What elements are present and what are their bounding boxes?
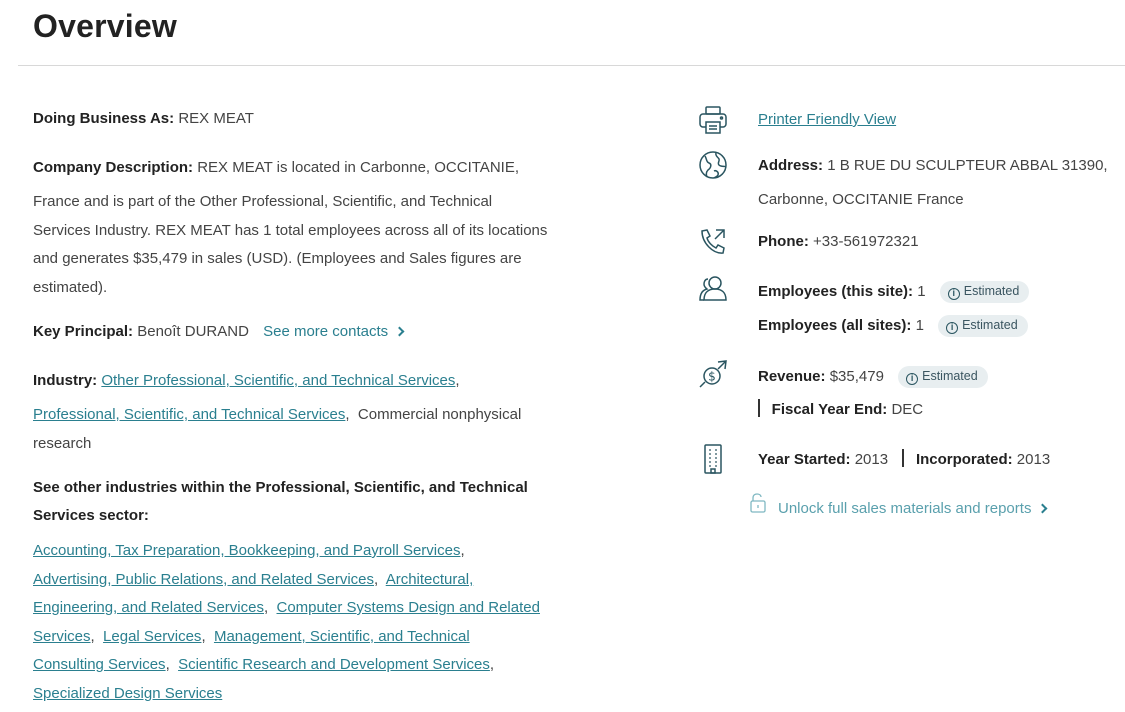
divider xyxy=(902,449,904,467)
estimated-badge-label: Estimated xyxy=(963,284,1020,298)
years-row xyxy=(758,449,1050,468)
sector-link[interactable]: Consulting Services xyxy=(33,656,166,673)
sector-link[interactable]: Engineering, and Related Services xyxy=(33,599,264,616)
dba-label: Doing Business As: xyxy=(33,110,175,127)
company-description xyxy=(33,154,578,296)
building-icon xyxy=(697,443,729,475)
divider xyxy=(758,399,760,417)
estimated-badge xyxy=(940,281,1030,303)
employees-site-label: Employees (this site): xyxy=(758,283,914,300)
estimated-badge-label: Estimated xyxy=(962,318,1018,332)
sector-link[interactable]: Specialized Design Services xyxy=(33,684,223,702)
sector-link[interactable]: Accounting, Tax Preparation, Bookkeeping, and Payroll Services xyxy=(33,542,461,559)
estimated-badge xyxy=(938,315,1028,337)
dba-value: REX MEAT xyxy=(178,110,254,127)
sector-link[interactable]: Computer Systems Design and Related xyxy=(276,599,540,616)
fiscal-year-row xyxy=(758,399,923,418)
address-row xyxy=(758,149,1108,217)
description-line: France and is part of the Other Professional, Scientific, and Technical xyxy=(33,193,493,210)
address-line: 1 B RUE DU SCULPTEUR ABBAL 31390, xyxy=(827,157,1108,174)
phone-label: Phone: xyxy=(758,233,809,250)
address-line: Carbonne, OCCITANIE France xyxy=(758,191,964,208)
employees-all-label: Employees (all sites): xyxy=(758,317,912,334)
employees-site-value: 1 xyxy=(917,283,926,300)
chevron-right-icon xyxy=(1038,504,1048,514)
see-more-contacts-label: See more contacts xyxy=(263,323,389,340)
sector-link[interactable]: Architectural, xyxy=(385,570,474,588)
industry-plain: Commercial nonphysical xyxy=(357,406,522,423)
phone-value: +33-561972321 xyxy=(813,233,919,250)
year-started-label: Year Started: xyxy=(758,451,851,468)
phone-row xyxy=(758,233,919,250)
revenue-row xyxy=(758,366,988,388)
chevron-right-icon xyxy=(395,327,405,337)
sector-link[interactable]: Scientific Research and Development Services xyxy=(178,656,490,673)
title-divider xyxy=(18,65,1125,66)
industry-block: Industry: Other Professional, Scientific, and Technical Services, Professional, Scientific, and Technical Services, Commercial nonphysical research xyxy=(33,367,578,396)
industry-link[interactable]: Professional, Scientific, and Technical Services xyxy=(33,406,346,423)
unlock-reports-label: Unlock full sales materials and reports xyxy=(778,500,1032,517)
printer-friendly-link[interactable]: Printer Friendly View xyxy=(758,111,897,128)
fiscal-year-value: DEC xyxy=(891,401,924,418)
description-line: Services Industry. REX MEAT has 1 total employees across all of its locations xyxy=(33,221,548,239)
sector-block xyxy=(33,474,578,530)
lock-icon xyxy=(748,492,768,514)
revenue-icon xyxy=(697,358,729,390)
incorporated-label: Incorporated: xyxy=(915,451,1013,468)
employees-site-row xyxy=(758,281,1029,303)
page-title: Overview xyxy=(33,8,177,44)
info-icon: i xyxy=(948,288,960,300)
fiscal-year-label: Fiscal Year End: xyxy=(771,401,888,418)
printer-icon[interactable] xyxy=(697,104,729,136)
description-line: estimated). xyxy=(33,278,108,296)
address-label: Address: xyxy=(758,157,824,174)
description-line: REX MEAT is located in Carbonne, OCCITANIE, xyxy=(197,159,519,176)
employees-all-row xyxy=(758,315,1028,337)
phone-icon xyxy=(697,226,729,258)
revenue-value: $35,479 xyxy=(829,368,884,385)
industry-link[interactable]: Other Professional, Scientific, and Technical Services xyxy=(101,372,456,389)
info-icon: i xyxy=(946,322,958,334)
description-label: Company Description: xyxy=(33,159,194,176)
sector-links: Accounting, Tax Preparation, Bookkeeping, and Payroll Services, Advertising, Public Relations, and Related Services, Architectural, Engineering, and Related Services, Computer Systems Design and Related Services, Legal Services, Management, Scientific, and Technical Consulting Services, Scientific Research and Development Services, Specialized Design Services xyxy=(33,542,540,702)
sector-heading: Services sector: xyxy=(33,507,149,524)
printer-row xyxy=(758,111,896,128)
unlock-reports-link[interactable] xyxy=(778,500,1046,517)
estimated-badge-label: Estimated xyxy=(922,369,978,383)
people-icon xyxy=(697,274,729,306)
sector-heading: See other industries within the Professional, Scientific, and Technical xyxy=(33,479,528,496)
svg-text:$: $ xyxy=(708,369,716,384)
industry-plain: research xyxy=(33,434,92,452)
key-principal-value: Benoît DURAND xyxy=(137,323,249,340)
sector-link[interactable]: Advertising, Public Relations, and Related Services xyxy=(33,570,375,588)
sector-link[interactable]: Management, Scientific, and Technical xyxy=(213,627,470,645)
info-icon: i xyxy=(906,373,918,385)
estimated-badge xyxy=(898,366,988,388)
globe-icon xyxy=(697,149,729,181)
employees-all-value: 1 xyxy=(915,317,924,334)
revenue-label: Revenue: xyxy=(758,368,826,385)
dba-row xyxy=(33,105,578,134)
year-started-value: 2013 xyxy=(854,451,889,468)
description-line: and generates $35,479 in sales (USD). (Employees and Sales figures are xyxy=(33,250,522,267)
sector-link[interactable]: Legal Services xyxy=(103,627,202,645)
see-more-contacts-link[interactable] xyxy=(263,323,403,340)
key-principal-label: Key Principal: xyxy=(33,323,134,340)
sector-link[interactable]: Services xyxy=(33,627,91,645)
industry-label: Industry: xyxy=(33,372,98,389)
key-principal-row xyxy=(33,318,578,347)
incorporated-value: 2013 xyxy=(1016,451,1051,468)
